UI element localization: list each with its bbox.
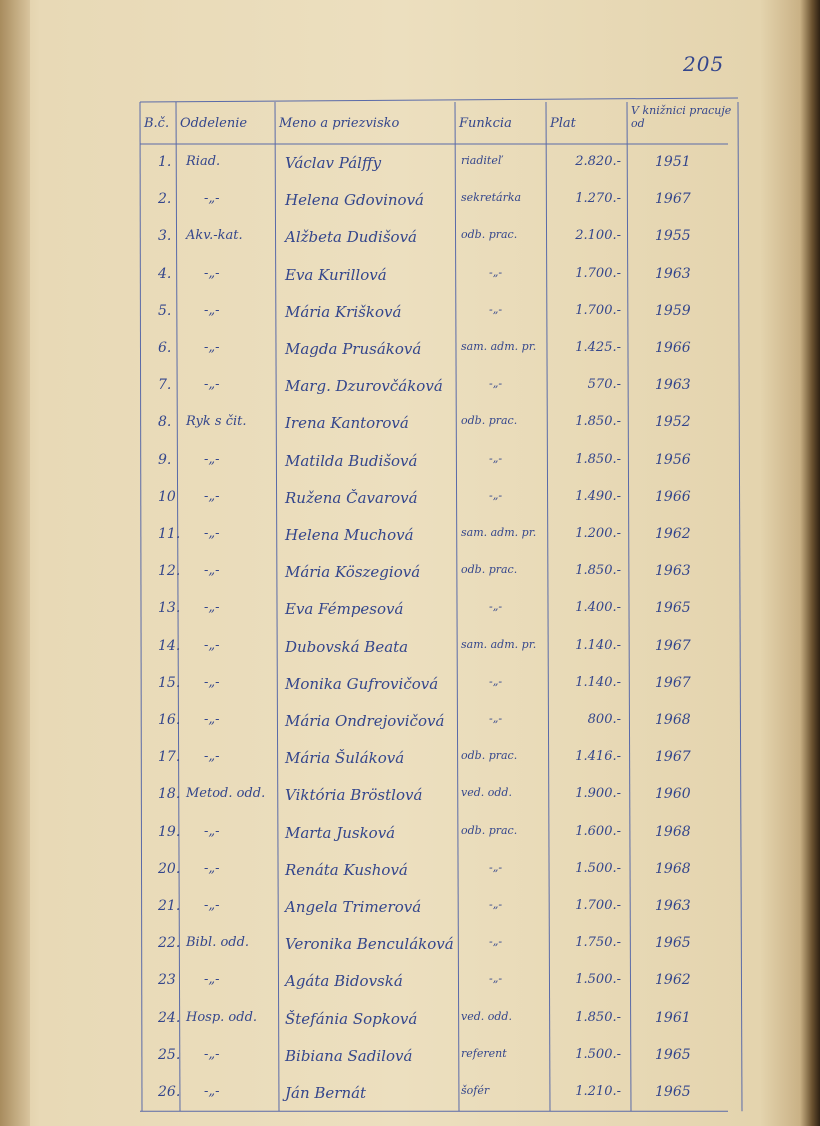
department-cell: -„- [204,191,220,207]
department-cell: -„- [204,823,220,839]
row-number: 3. [158,228,172,245]
salary-cell: 800.- [587,712,621,727]
row-number: 6. [158,340,172,356]
name-cell: Mária Šuláková [285,749,405,768]
salary-cell: 1.700.- [575,302,621,318]
department-cell: -„- [204,600,220,616]
since-year-cell: 1956 [655,451,691,468]
since-year-cell: 1963 [655,898,691,914]
header-name: Meno a priezvisko [279,116,400,131]
department-cell: -„- [204,377,220,393]
name-cell: Alžbeta Dudišová [285,228,417,247]
department-cell: Akv.-kat. [186,228,243,244]
row-number: 25. [158,1046,181,1063]
function-cell: sam. adm. pr. [461,637,537,651]
name-cell: Marg. Dzurovčáková [285,377,443,396]
department-cell: -„- [204,526,220,541]
row-number: 17. [158,749,181,766]
department-cell: -„- [204,860,220,876]
row-number: 9. [158,451,172,468]
row-number: 24. [158,1009,181,1026]
salary-cell: 1.140.- [575,637,621,653]
salary-cell: 1.490.- [575,488,621,504]
function-cell: -„- [489,451,503,465]
since-year-cell: 1967 [655,749,691,766]
row-number: 16. [158,712,181,728]
salary-cell: 1.600.- [575,823,621,839]
row-number: 1. [158,154,172,170]
function-cell: odb. prac. [461,823,518,837]
function-cell: sekretárka [461,191,522,205]
salary-cell: 1.416.- [575,749,621,765]
function-cell: -„- [489,972,503,986]
since-year-cell: 1966 [655,340,691,356]
name-cell: Ján Bernát [285,1084,367,1102]
function-cell: odb. prac. [461,749,518,763]
name-cell: Dubovská Beata [285,637,409,656]
name-cell: Agáta Bidovská [285,972,403,991]
department-cell: -„- [204,1046,220,1062]
department-cell: -„- [204,302,220,318]
since-year-cell: 1959 [655,302,691,319]
salary-cell: 2.100.- [575,228,621,244]
since-year-cell: 1968 [655,860,691,877]
column-rule [546,102,550,1111]
header-since: V knižnici pracuje od [631,104,732,130]
function-cell: odb. prac. [461,228,518,242]
row-number: 15. [158,674,181,691]
function-cell: riaditeľ [461,154,503,167]
function-cell: -„- [489,488,503,502]
since-year-cell: 1962 [655,526,691,542]
since-year-cell: 1963 [655,265,691,282]
department-cell: -„- [204,451,220,467]
row-number: 10 [158,488,176,505]
name-cell: Matilda Budišová [285,451,418,470]
since-year-cell: 1966 [655,488,691,505]
name-cell: Bibiana Sadilová [285,1046,413,1065]
name-cell: Mária Krišková [285,302,402,321]
department-cell: -„- [204,972,220,988]
salary-cell: 1.210.- [575,1084,621,1099]
since-year-cell: 1967 [655,674,691,691]
header-salary: Plat [550,116,576,131]
row-number: 12. [158,563,181,580]
row-number: 7. [158,377,172,394]
department-cell: -„- [204,712,220,727]
since-year-cell: 1960 [655,786,691,803]
since-year-cell: 1961 [655,1009,691,1026]
function-cell: -„- [489,600,503,614]
salary-cell: 1.850.- [575,1009,621,1025]
department-cell: Metod. odd. [186,786,266,802]
name-cell: Monika Gufrovičová [285,674,439,693]
function-cell: odb. prac. [461,414,518,428]
name-cell: Helena Gdovinová [285,191,424,210]
function-cell: -„- [489,302,503,316]
name-cell: Veronika Benculáková [285,935,454,954]
row-number: 23 [158,972,176,989]
row-number: 18. [158,786,181,803]
name-cell: Helena Muchová [285,526,414,544]
name-cell: Magda Prusáková [285,340,422,358]
row-number: 8. [158,414,172,431]
department-cell: -„- [204,749,220,765]
name-cell: Angela Trimerová [285,898,422,916]
row-number: 5. [158,302,172,319]
row-number: 20. [158,860,181,877]
column-rule [627,102,631,1111]
department-cell: Bibl. odd. [186,935,250,951]
row-number: 13. [158,600,181,617]
name-cell: Eva Fémpesová [285,600,404,619]
salary-cell: 1.850.- [575,414,621,430]
name-cell: Irena Kantorová [285,414,409,433]
since-year-cell: 1968 [655,712,691,728]
since-year-cell: 1967 [655,191,691,208]
name-cell: Václav Pálffy [285,154,382,172]
header-top-rule [140,98,738,102]
salary-cell: 570.- [587,377,621,393]
department-cell: -„- [204,1084,220,1099]
department-cell: -„- [204,563,220,579]
department-cell: -„- [204,340,220,355]
salary-cell: 1.200.- [575,526,621,541]
salary-cell: 1.270.- [575,191,621,207]
function-cell: ved. odd. [461,1009,512,1023]
since-year-cell: 1963 [655,377,691,394]
header-department: Oddelenie [180,116,248,131]
salary-cell: 1.900.- [575,786,621,802]
since-year-cell: 1965 [655,935,691,952]
function-cell: sam. adm. pr. [461,526,537,539]
salary-cell: 1.400.- [575,600,621,616]
salary-cell: 1.500.- [575,1046,621,1062]
function-cell: -„- [489,935,503,949]
since-year-cell: 1951 [655,154,691,170]
function-cell: referent [461,1046,507,1060]
row-number: 2. [158,191,172,208]
page-number: 205 [683,52,725,76]
department-cell: Ryk s čit. [186,414,247,430]
row-number: 11. [158,526,181,542]
function-cell: -„- [489,712,503,725]
name-cell: Ružena Čavarová [285,488,418,507]
row-number: 14. [158,637,181,654]
department-cell: -„- [204,637,220,653]
since-year-cell: 1962 [655,972,691,989]
since-year-cell: 1965 [655,1046,691,1063]
salary-cell: 1.850.- [575,451,621,467]
function-cell: odb. prac. [461,563,518,577]
since-year-cell: 1952 [655,414,691,431]
row-number: 19. [158,823,181,840]
name-cell: Eva Kurillová [285,265,387,284]
name-cell: Viktória Bröstlová [285,786,423,805]
function-cell: -„- [489,674,503,688]
function-cell: -„- [489,898,503,911]
row-number: 4. [158,265,172,282]
row-number: 22. [158,935,181,952]
column-rule [455,102,459,1111]
salary-cell: 1.850.- [575,563,621,579]
function-cell: -„- [489,265,503,279]
function-cell: -„- [489,860,503,874]
department-cell: -„- [204,898,220,913]
salary-cell: 1.700.- [575,898,621,913]
salary-cell: 1.140.- [575,674,621,690]
header-number: B.č. [144,116,170,131]
department-cell: -„- [204,488,220,504]
department-cell: Riad. [186,154,221,169]
salary-cell: 1.425.- [575,340,621,355]
header-function: Funkcia [459,116,512,131]
salary-cell: 1.700.- [575,265,621,281]
department-cell: Hosp. odd. [186,1009,258,1025]
salary-cell: 2.820.- [575,154,621,169]
name-cell: Mária Ondrejovičová [285,712,445,730]
since-year-cell: 1965 [655,600,691,617]
function-cell: šofér [461,1084,490,1097]
name-cell: Štefánia Sopková [285,1009,418,1028]
salary-cell: 1.500.- [575,972,621,988]
salary-cell: 1.750.- [575,935,621,951]
department-cell: -„- [204,674,220,690]
function-cell: -„- [489,377,503,391]
row-number: 21. [158,898,181,914]
department-cell: -„- [204,265,220,281]
name-cell: Marta Jusková [285,823,396,842]
name-cell: Renáta Kushová [285,860,408,879]
column-rule [140,102,142,1111]
row-number: 26. [158,1084,181,1100]
since-year-cell: 1965 [655,1084,691,1100]
column-rule [275,102,279,1111]
since-year-cell: 1968 [655,823,691,840]
name-cell: Mária Köszegiová [285,563,421,582]
function-cell: ved. odd. [461,786,512,800]
function-cell: sam. adm. pr. [461,340,537,353]
column-rule [738,102,742,1111]
since-year-cell: 1963 [655,563,691,580]
salary-cell: 1.500.- [575,860,621,876]
since-year-cell: 1967 [655,637,691,654]
since-year-cell: 1955 [655,228,691,245]
